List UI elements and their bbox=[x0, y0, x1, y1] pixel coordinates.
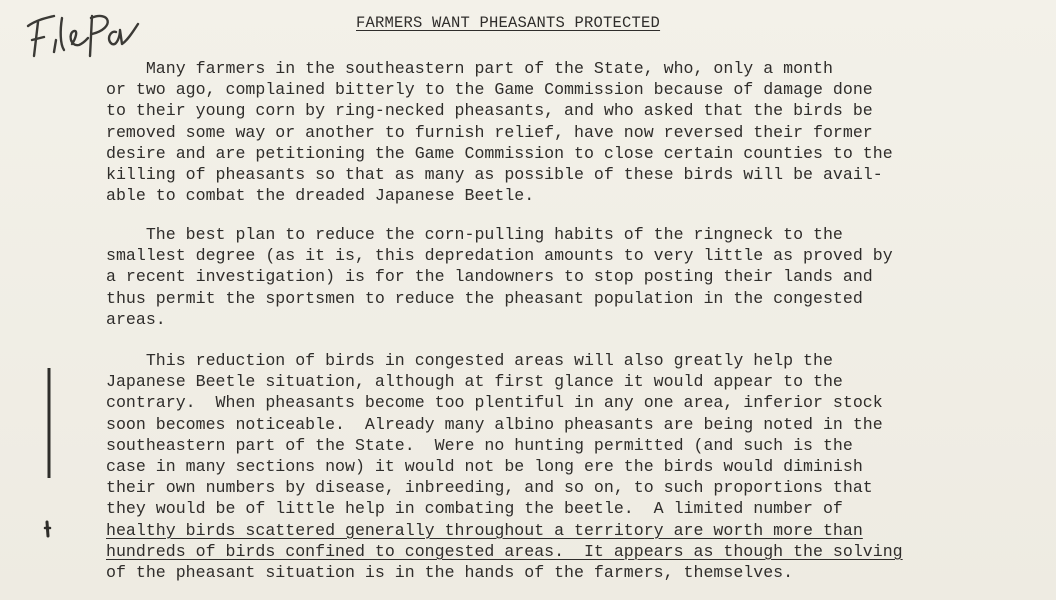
text-line: Many farmers in the southeastern part of the State, who, only a month bbox=[106, 59, 833, 78]
text-line: case in many sections now) it would not be long ere the birds would diminish bbox=[106, 456, 863, 476]
paragraph-3 bbox=[106, 350, 966, 583]
text-line: to their young corn by ring-necked pheasants, and who asked that the birds be bbox=[106, 101, 873, 121]
text-line: removed some way or another to furnish relief, have now reversed their former bbox=[106, 122, 873, 142]
text-line: killing of pheasants so that as many as possible of these birds will be avail- bbox=[106, 164, 883, 184]
text-line: smallest degree (as it is, this depredation amounts to very little as proved by bbox=[106, 246, 893, 266]
text-line: The best plan to reduce the corn-pulling habits of the ringneck to the bbox=[106, 225, 843, 244]
document-title: FARMERS WANT PHEASANTS PROTECTED bbox=[356, 14, 661, 32]
text-line-underlined: hundreds of birds confined to congested areas. It appears as though the solving bbox=[106, 541, 903, 561]
text-line: Japanese Beetle situation, although at first glance it would appear to the bbox=[106, 372, 843, 392]
text-line: thus permit the sportsmen to reduce the pheasant population in the congested bbox=[106, 288, 863, 308]
text-line: soon becomes noticeable. Already many albino pheasants are being noted in the bbox=[106, 414, 883, 434]
text-line: their own numbers by disease, inbreeding, and so on, to such proportions that bbox=[106, 478, 873, 498]
paragraph-1 bbox=[106, 58, 966, 206]
text-line: desire and are petitioning the Game Commission to close certain counties to the bbox=[106, 143, 893, 163]
text-line: or two ago, complained bitterly to the Game Commission because of damage done bbox=[106, 80, 873, 100]
text-line-underlined: healthy birds scattered generally throughout a territory are worth more than bbox=[106, 520, 863, 540]
text-line: of the pheasant situation is in the hands of the farmers, themselves. bbox=[106, 562, 794, 582]
margin-mark-line bbox=[47, 368, 51, 478]
text-line: a recent investigation) is for the landowners to stop posting their lands and bbox=[106, 267, 873, 287]
text-line: This reduction of birds in congested areas will also greatly help the bbox=[106, 351, 833, 370]
margin-mark-tick bbox=[43, 520, 53, 538]
handwritten-file-note bbox=[24, 0, 154, 62]
text-line: areas. bbox=[106, 309, 166, 329]
text-line: they would be of little help in combating the beetle. A limited number of bbox=[106, 499, 843, 519]
text-line: able to combat the dreaded Japanese Beetle. bbox=[106, 186, 535, 206]
text-line: contrary. When pheasants become too plentiful in any one area, inferior stock bbox=[106, 393, 883, 413]
paragraph-2 bbox=[106, 224, 966, 330]
text-line: southeastern part of the State. Were no hunting permitted (and such is the bbox=[106, 435, 853, 455]
